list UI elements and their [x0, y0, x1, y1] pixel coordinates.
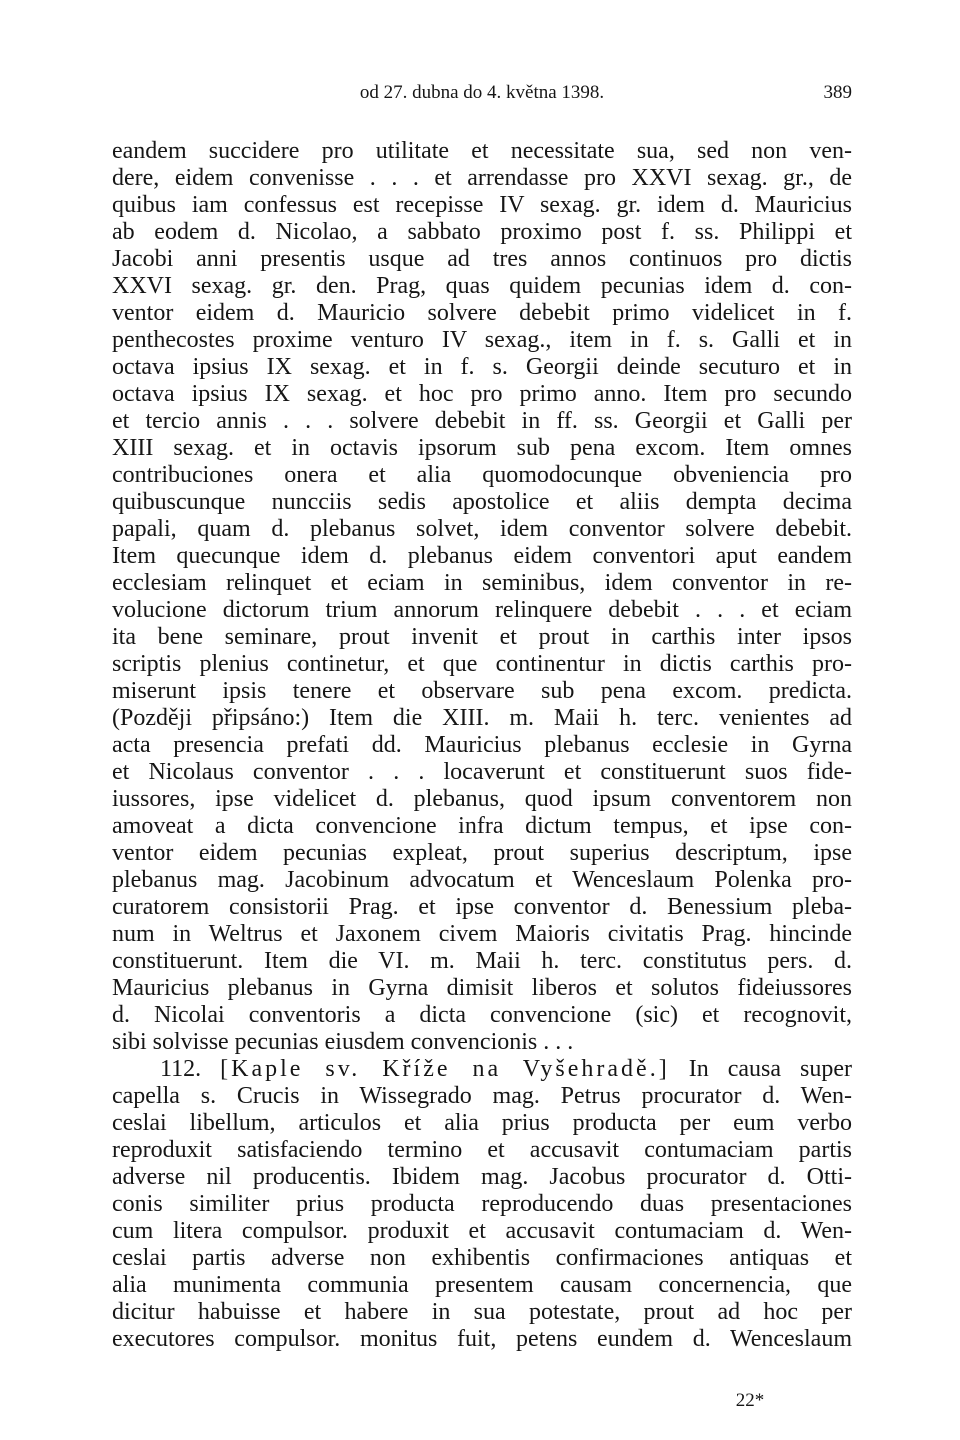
text-line: capella s. Crucis in Wissegrado mag. Petrus procurator d. Wen-	[112, 1083, 852, 1109]
signature-mark: 22*	[735, 1390, 765, 1411]
text-line: volucione dictorum trium annorum relinquere debebit . . . et eciam	[112, 597, 852, 623]
text-line: constituerunt. Item die VI. m. Maii h. terc. constitutus pers. d.	[112, 948, 852, 974]
text-line: ceslai partis adverse non exhibentis confirmaciones antiquas et	[112, 1245, 852, 1271]
text-line: miserunt ipsis tenere et observare sub pena excom. predicta.	[112, 678, 852, 704]
text-line: Item quecunque idem d. plebanus eidem conventori aput eandem	[112, 543, 852, 569]
text-line: cum litera compulsor. produxit et accusavit contumaciam d. Wen-	[112, 1218, 852, 1244]
text-line: ab eodem d. Nicolao, a sabbato proximo post f. ss. Philippi et	[112, 219, 852, 245]
text-line: penthecostes proxime venturo IV sexag., item in f. s. Galli et in	[112, 327, 852, 353]
text-line: et tercio annis . . . solvere debebit in ff. ss. Georgii et Galli per	[112, 408, 852, 434]
section-number: 112.	[160, 1056, 202, 1082]
text-line: d. Nicolai conventoris a dicta convencione (sic) et recognovit,	[112, 1002, 852, 1028]
text-line: (Později připsáno:) Item die XIII. m. Maii h. terc. venientes ad	[112, 705, 852, 731]
text-line: ecclesiam relinquet et eciam in seminibus, idem conventor in re-	[112, 570, 852, 596]
text-line: Mauricius plebanus in Gyrna dimisit liberos et solutos fideiussores	[112, 975, 852, 1001]
text-line: et Nicolaus conventor . . . locaverunt et constituerunt suos fide-	[112, 759, 852, 785]
text-line: ita bene seminare, prout invenit et prout in carthis inter ipsos	[112, 624, 852, 650]
text-line: octava ipsius IX sexag. et hoc pro primo anno. Item pro secundo	[112, 381, 852, 407]
section-heading-line	[112, 1056, 852, 1083]
text-line: octava ipsius IX sexag. et in f. s. Georgii deinde secuturo et in	[112, 354, 852, 380]
text-line: sibi solvisse pecunias eiusdem convencionis . . .	[112, 1029, 574, 1055]
page-number: 389	[823, 82, 852, 103]
running-title: od 27. dubna do 4. května 1398.	[359, 82, 605, 103]
section-first-line: In causa super	[688, 1056, 853, 1082]
text-line: dicitur habuisse et habere in sua potestate, prout ad hoc per	[112, 1299, 852, 1325]
section-heading: [Kaple sv. Kříže na Vyšehradě.]	[220, 1056, 670, 1082]
text-line: ventor eidem d. Mauricio solvere debebit primo videlicet in f.	[112, 300, 852, 326]
text-line: quibuscunque nuncciis sedis apostolice et aliis dempta decima	[112, 489, 852, 515]
text-line: amoveat a dicta convencione infra dictum tempus, et ipse con-	[112, 813, 852, 839]
text-line: reproduxit satisfaciendo termino et accusavit contumaciam partis	[112, 1137, 852, 1163]
text-line: scriptis plenius continetur, et que continentur in dictis carthis pro-	[112, 651, 852, 677]
text-line: curatorem consistorii Prag. et ipse conventor d. Benessium pleba-	[112, 894, 852, 920]
text-line: eandem succidere pro utilitate et necessitate sua, sed non ven-	[112, 138, 852, 164]
text-line: num in Weltrus et Jaxonem civem Maioris civitatis Prag. hincinde	[112, 921, 852, 947]
text-line: plebanus mag. Jacobinum advocatum et Wenceslaum Polenka pro-	[112, 867, 852, 893]
text-line: alia munimenta communia presentem causam concernencia, que	[112, 1272, 852, 1298]
body-text	[112, 138, 852, 1353]
text-line: executores compulsor. monitus fuit, petens eundem d. Wenceslaum	[112, 1326, 852, 1352]
text-line: XXVI sexag. gr. den. Prag, quas quidem pecunias idem d. con-	[112, 273, 852, 299]
text-line: papali, quam d. plebanus solvet, idem conventor solvere debebit.	[112, 516, 852, 542]
running-head	[112, 82, 852, 108]
text-line: ceslai libellum, articulos et alia prius producta per eum verbo	[112, 1110, 852, 1136]
text-line: conis similiter prius producta reproducendo duas presentaciones	[112, 1191, 852, 1217]
text-line: ventor eidem pecunias expleat, prout superius descriptum, ipse	[112, 840, 852, 866]
text-line: iussores, ipse videlicet d. plebanus, quod ipsum conventorem non	[112, 786, 852, 812]
text-line: contribuciones onera et alia quomodocunque obveniencia pro	[112, 462, 852, 488]
text-line: adverse nil producentis. Ibidem mag. Jacobus procurator d. Otti-	[112, 1164, 852, 1190]
text-line: XIII sexag. et in octavis ipsorum sub pena excom. Item omnes	[112, 435, 852, 461]
text-line: dere, eidem convenisse . . . et arrendasse pro XXVI sexag. gr., de	[112, 165, 852, 191]
text-line: acta presencia prefati dd. Mauricius plebanus ecclesie in Gyrna	[112, 732, 852, 758]
text-line: Jacobi anni presentis usque ad tres annos continuos pro dictis	[112, 246, 852, 272]
text-line: quibus iam confessus est recepisse IV sexag. gr. idem d. Mauricius	[112, 192, 852, 218]
